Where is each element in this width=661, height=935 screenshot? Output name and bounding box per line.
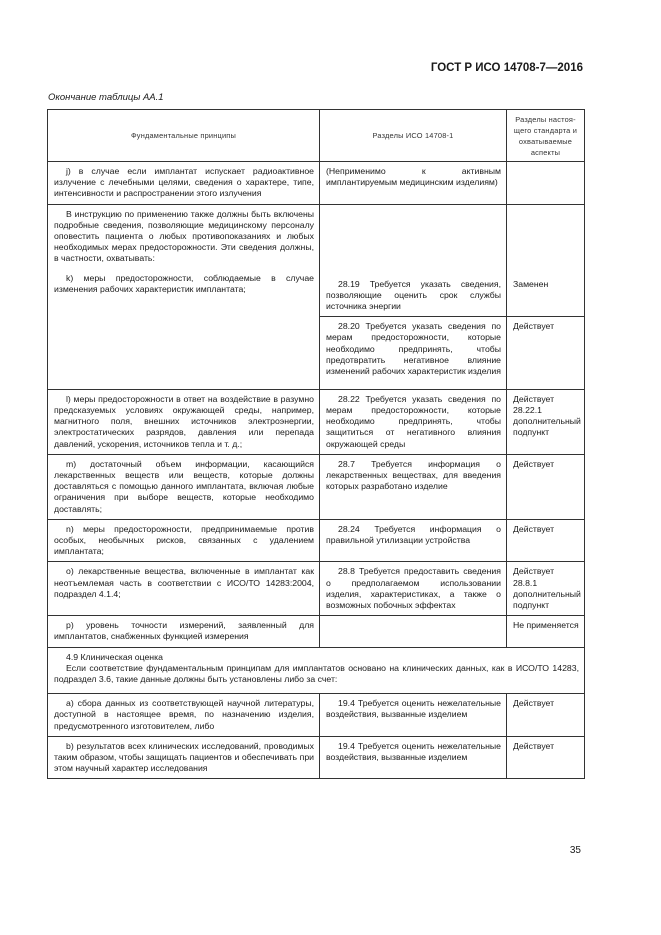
iso-section-cell: (Неприменимо к активным имплантируемым медицинским изделиям) <box>320 162 507 205</box>
principle-cell: j) в случае если имплантат испускает радиоактивное излучение с лечебными целями, сведения о характере, типе, интенсивности и распространении этого излучения <box>48 162 320 205</box>
header-iso-sections: Разделы ИСО 14708-1 <box>320 110 507 162</box>
status-cell: Действует <box>507 736 585 779</box>
iso-section-cell <box>320 204 507 317</box>
status-cell: Действует 28.8.1 дополнительный подпункт <box>507 562 585 616</box>
status-text: Заменен <box>513 278 549 289</box>
iso-section-text: 28.19 Требуется указать сведения, позволяющие оценить срок службы источника энергии <box>326 278 501 312</box>
status-cell <box>507 162 585 205</box>
iso-section-cell: 28.22 Требуется указать сведения по мерам предосторожности, которые необходимо предпринять, чтобы защититься от негативного влияния окружающей среды <box>320 389 507 454</box>
page-number: 35 <box>569 845 581 856</box>
principle-cell <box>48 317 320 390</box>
iso-section-cell: 28.20 Требуется указать сведения по мерам предосторожности, которые необходимо предпринять, чтобы предотвратить негативное влияние изменений рабочих характеристик изделия <box>320 317 507 390</box>
principle-cell: l) меры предосторожности в ответ на воздействие в разумно предсказуемых условиях окружающей среды, например, магнитного поля, внешних источников электроэнергии, электростатических разрядов, давления или перепада давлений, ускорения, источников тепла и т. д.; <box>48 389 320 454</box>
section-cell <box>48 647 585 694</box>
iso-section-cell: 28.7 Требуется информация о лекарственных веществах, для введения которых разработано изделие <box>320 454 507 519</box>
table-row <box>48 562 585 616</box>
principle-cell: b) результатов всех клинических исследований, проводимых таким образом, чтобы защищать пациентов и обеспечивать при этом научный характер исследования <box>48 736 320 779</box>
header-standard-sections: Разделы настоя-щего стандарта и охватываемые аспекты <box>507 110 585 162</box>
iso-section-cell: 28.8 Требуется предоставить сведения о предполагаемом использовании изделия, характеристиках, а также о возможных побочных эффектах <box>320 562 507 616</box>
iso-section-cell: 28.24 Требуется информация о правильной утилизации устройства <box>320 519 507 562</box>
principle-cell: m) достаточный объем информации, касающийся лекарственных веществ или веществ, которые должны доставляться с помощью данного имплантата, включая любые ограничения при выборе веществ, которые необходимо доставлять; <box>48 454 320 519</box>
principle-cell <box>48 204 320 317</box>
status-cell: Действует <box>507 694 585 737</box>
status-cell: Не применяется <box>507 616 585 647</box>
requirements-table <box>47 109 585 779</box>
status-cell: Действует <box>507 317 585 390</box>
status-cell <box>507 204 585 317</box>
principle-cell: n) меры предосторожности, предпринимаемые против особых, необычных рисков, связанных с удалением имплантата; <box>48 519 320 562</box>
principle-cell: p) уровень точности измерений, заявленный для имплантатов, снабженных функцией измерения <box>48 616 320 647</box>
iso-section-cell: 19.4 Требуется оценить нежелательные воздействия, вызванные изделием <box>320 694 507 737</box>
iso-section-cell <box>320 616 507 647</box>
section-title: 4.9 Клиническая оценка <box>66 651 163 662</box>
table-row <box>48 389 585 454</box>
table-header-row <box>48 110 585 162</box>
iso-section-cell: 19.4 Требуется оценить нежелательные воздействия, вызванные изделием <box>320 736 507 779</box>
table-row <box>48 162 585 205</box>
document-code: ГОСТ Р ИСО 14708-7—2016 <box>430 62 583 74</box>
table-row <box>48 204 585 317</box>
table-row <box>48 694 585 737</box>
table-row <box>48 616 585 647</box>
principle-cell: a) сбора данных из соответствующей научной литературы, доступной в настоящее время, по назначению изделия, предусмотренного изготовителем, либо <box>48 694 320 737</box>
table-row <box>48 647 585 694</box>
section-text: Если соответствие фундаментальным принципам для имплантатов основано на клинических данных, как в ИСО/ТО 14283, подраздел 3.6, такие данные должны быть установлены либо за счет: <box>54 662 579 684</box>
status-cell: Действует <box>507 519 585 562</box>
principle-item-k: k) меры предосторожности, соблюдаемые в случае изменения рабочих характеристик имплантата; <box>54 272 314 294</box>
principle-cell: o) лекарственные вещества, включенные в имплантат как неотъемлемая часть в соответствии с ИСО/ТО 14283:2004, подраздел 4.1.4; <box>48 562 320 616</box>
header-principles: Фундаментальные принципы <box>48 110 320 162</box>
status-cell: Действует 28.22.1 дополнительный подпункт <box>507 389 585 454</box>
table-row <box>48 317 585 390</box>
table-row <box>48 454 585 519</box>
table-row <box>48 736 585 779</box>
table-caption: Окончание таблицы АА.1 <box>48 92 164 103</box>
principle-intro: В инструкцию по применению также должны быть включены подробные сведения, позволяющие медицинскому персоналу оповестить пациента о любых противопоказаниях и любых необходимых мерах предосторожности. Эти сведения должны, в частности, охватывать: <box>54 208 314 264</box>
table-row <box>48 519 585 562</box>
status-cell: Действует <box>507 454 585 519</box>
